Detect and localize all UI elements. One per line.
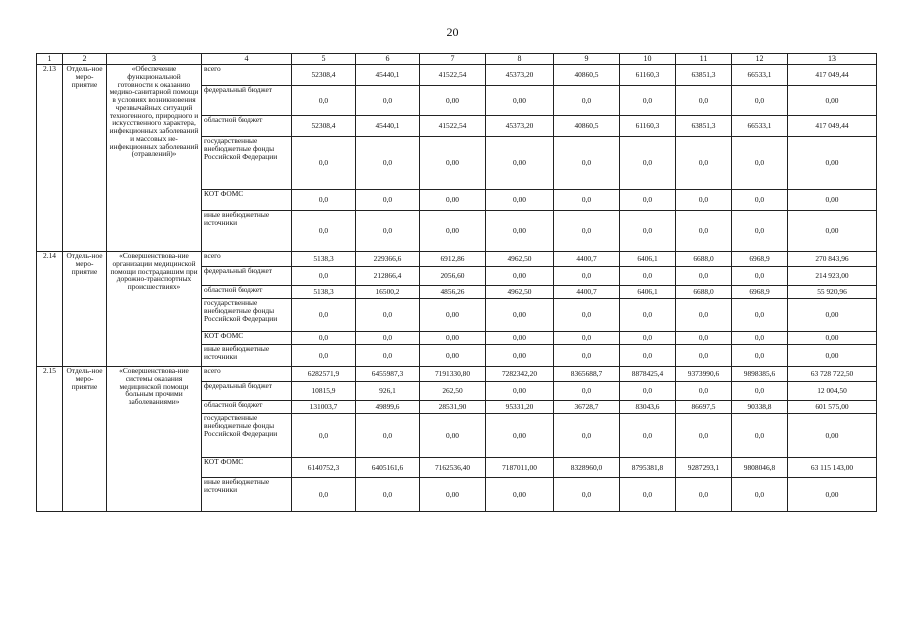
value-cell: 0,0 bbox=[732, 332, 788, 345]
value-cell: 0,00 bbox=[420, 86, 486, 116]
value-cell: 0,0 bbox=[676, 332, 732, 345]
value-cell: 0,0 bbox=[356, 86, 420, 116]
value-cell: 0,0 bbox=[620, 86, 676, 116]
section-name: «Совершенствова-ние системы оказания медицинской помощи больным прочими заболеваниями» bbox=[107, 367, 202, 512]
value-cell: 6405161,6 bbox=[356, 458, 420, 478]
value-cell: 0,00 bbox=[420, 478, 486, 512]
value-cell: 0,00 bbox=[486, 332, 554, 345]
header-cell: 6 bbox=[356, 54, 420, 65]
value-cell: 0,0 bbox=[292, 299, 356, 332]
funding-source: государственные внебюджетные фонды Российской Федерации bbox=[202, 137, 292, 190]
value-cell: 66533,1 bbox=[732, 116, 788, 137]
value-cell: 0,00 bbox=[486, 211, 554, 252]
value-cell: 0,0 bbox=[732, 478, 788, 512]
value-cell: 0,0 bbox=[554, 190, 620, 211]
value-cell: 0,0 bbox=[732, 414, 788, 458]
value-cell: 6282571,9 bbox=[292, 367, 356, 382]
value-cell: 0,0 bbox=[554, 211, 620, 252]
value-cell: 0,0 bbox=[676, 190, 732, 211]
table-row bbox=[37, 367, 877, 382]
value-cell: 0,00 bbox=[486, 414, 554, 458]
section-kind: Отдель-ное меро-приятие bbox=[63, 367, 107, 512]
value-cell: 262,50 bbox=[420, 382, 486, 401]
value-cell: 45440,1 bbox=[356, 65, 420, 86]
header-cell: 12 bbox=[732, 54, 788, 65]
value-cell: 9808046,8 bbox=[732, 458, 788, 478]
value-cell: 52308,4 bbox=[292, 116, 356, 137]
value-cell: 0,00 bbox=[486, 299, 554, 332]
funding-source: КОТ ФОМС bbox=[202, 458, 292, 478]
value-cell: 8795381,8 bbox=[620, 458, 676, 478]
section-index: 2.14 bbox=[37, 252, 63, 367]
value-cell: 417 049,44 bbox=[788, 65, 877, 86]
value-cell: 0,0 bbox=[732, 299, 788, 332]
value-cell: 12 004,50 bbox=[788, 382, 877, 401]
value-cell: 417 049,44 bbox=[788, 116, 877, 137]
value-cell: 0,00 bbox=[420, 211, 486, 252]
value-cell: 0,0 bbox=[554, 267, 620, 286]
value-cell: 0,00 bbox=[486, 345, 554, 367]
header-cell: 5 bbox=[292, 54, 356, 65]
value-cell: 0,00 bbox=[420, 299, 486, 332]
value-cell: 4962,50 bbox=[486, 252, 554, 267]
value-cell: 0,0 bbox=[292, 345, 356, 367]
budget-table bbox=[36, 53, 877, 512]
value-cell: 0,0 bbox=[676, 299, 732, 332]
value-cell: 86697,5 bbox=[676, 401, 732, 414]
value-cell: 212866,4 bbox=[356, 267, 420, 286]
funding-source: КОТ ФОМС bbox=[202, 332, 292, 345]
value-cell: 0,00 bbox=[420, 414, 486, 458]
value-cell: 0,00 bbox=[486, 478, 554, 512]
section-name: «Совершенствова-ние организации медицинской помощи пострадавшим при дорожно-транспортных происшествиях» bbox=[107, 252, 202, 367]
value-cell: 0,0 bbox=[732, 190, 788, 211]
header-cell: 10 bbox=[620, 54, 676, 65]
value-cell: 4856,26 bbox=[420, 286, 486, 299]
value-cell: 0,0 bbox=[356, 478, 420, 512]
value-cell: 0,0 bbox=[292, 478, 356, 512]
value-cell: 2056,60 bbox=[420, 267, 486, 286]
value-cell: 9373990,6 bbox=[676, 367, 732, 382]
section-kind: Отдель-ное меро-приятие bbox=[63, 65, 107, 252]
value-cell: 9287293,1 bbox=[676, 458, 732, 478]
value-cell: 16500,2 bbox=[356, 286, 420, 299]
value-cell: 6140752,3 bbox=[292, 458, 356, 478]
funding-source: иные внебюджетные источники bbox=[202, 478, 292, 512]
value-cell: 0,0 bbox=[620, 382, 676, 401]
value-cell: 8878425,4 bbox=[620, 367, 676, 382]
value-cell: 131003,7 bbox=[292, 401, 356, 414]
value-cell: 0,0 bbox=[292, 332, 356, 345]
value-cell: 0,0 bbox=[676, 267, 732, 286]
value-cell: 0,0 bbox=[554, 345, 620, 367]
value-cell: 8365688,7 bbox=[554, 367, 620, 382]
header-cell: 7 bbox=[420, 54, 486, 65]
value-cell: 270 843,96 bbox=[788, 252, 877, 267]
value-cell: 0,0 bbox=[356, 299, 420, 332]
value-cell: 0,0 bbox=[732, 86, 788, 116]
value-cell: 0,00 bbox=[788, 414, 877, 458]
value-cell: 0,0 bbox=[292, 414, 356, 458]
header-cell: 4 bbox=[202, 54, 292, 65]
value-cell: 61160,3 bbox=[620, 65, 676, 86]
value-cell: 45440,1 bbox=[356, 116, 420, 137]
value-cell: 0,00 bbox=[788, 478, 877, 512]
value-cell: 0,0 bbox=[676, 414, 732, 458]
value-cell: 83043,6 bbox=[620, 401, 676, 414]
funding-source: областной бюджет bbox=[202, 286, 292, 299]
value-cell: 229366,6 bbox=[356, 252, 420, 267]
value-cell: 0,00 bbox=[788, 190, 877, 211]
header-cell: 3 bbox=[107, 54, 202, 65]
value-cell: 41522,54 bbox=[420, 65, 486, 86]
value-cell: 0,0 bbox=[732, 137, 788, 190]
value-cell: 7191330,80 bbox=[420, 367, 486, 382]
value-cell: 0,0 bbox=[676, 211, 732, 252]
value-cell: 5138,3 bbox=[292, 252, 356, 267]
value-cell: 45373,20 bbox=[486, 116, 554, 137]
value-cell: 61160,3 bbox=[620, 116, 676, 137]
value-cell: 7282342,20 bbox=[486, 367, 554, 382]
value-cell: 0,0 bbox=[292, 86, 356, 116]
value-cell: 10815,9 bbox=[292, 382, 356, 401]
value-cell: 4400,7 bbox=[554, 252, 620, 267]
page-number: 20 bbox=[446, 25, 459, 39]
value-cell: 0,0 bbox=[732, 382, 788, 401]
value-cell: 40860,5 bbox=[554, 116, 620, 137]
funding-source: федеральный бюджет bbox=[202, 86, 292, 116]
value-cell: 40860,5 bbox=[554, 65, 620, 86]
table-body bbox=[37, 54, 877, 512]
section-index: 2.13 bbox=[37, 65, 63, 252]
value-cell: 7162536,40 bbox=[420, 458, 486, 478]
value-cell: 0,0 bbox=[554, 86, 620, 116]
value-cell: 0,00 bbox=[788, 345, 877, 367]
value-cell: 6455987,3 bbox=[356, 367, 420, 382]
value-cell: 0,0 bbox=[356, 345, 420, 367]
section-index: 2.15 bbox=[37, 367, 63, 512]
value-cell: 49899,6 bbox=[356, 401, 420, 414]
funding-source: государственные внебюджетные фонды Российской Федерации bbox=[202, 414, 292, 458]
value-cell: 66533,1 bbox=[732, 65, 788, 86]
value-cell: 41522,54 bbox=[420, 116, 486, 137]
value-cell: 0,0 bbox=[732, 345, 788, 367]
funding-source: иные внебюджетные источники bbox=[202, 345, 292, 367]
value-cell: 0,0 bbox=[554, 478, 620, 512]
value-cell: 0,0 bbox=[620, 332, 676, 345]
value-cell: 28531,90 bbox=[420, 401, 486, 414]
value-cell: 0,0 bbox=[620, 414, 676, 458]
value-cell: 0,0 bbox=[732, 267, 788, 286]
value-cell: 0,0 bbox=[620, 190, 676, 211]
value-cell: 0,00 bbox=[486, 190, 554, 211]
header-cell: 1 bbox=[37, 54, 63, 65]
funding-source: областной бюджет bbox=[202, 401, 292, 414]
value-cell: 601 575,00 bbox=[788, 401, 877, 414]
value-cell: 0,00 bbox=[420, 345, 486, 367]
value-cell: 0,0 bbox=[356, 332, 420, 345]
value-cell: 0,00 bbox=[788, 332, 877, 345]
value-cell: 7187011,00 bbox=[486, 458, 554, 478]
value-cell: 0,0 bbox=[676, 382, 732, 401]
value-cell: 63851,3 bbox=[676, 116, 732, 137]
value-cell: 90338,8 bbox=[732, 401, 788, 414]
value-cell: 0,0 bbox=[292, 267, 356, 286]
value-cell: 0,0 bbox=[356, 190, 420, 211]
funding-source: КОТ ФОМС bbox=[202, 190, 292, 211]
value-cell: 0,00 bbox=[486, 382, 554, 401]
value-cell: 0,00 bbox=[486, 86, 554, 116]
value-cell: 4400,7 bbox=[554, 286, 620, 299]
funding-source: федеральный бюджет bbox=[202, 382, 292, 401]
value-cell: 0,0 bbox=[676, 478, 732, 512]
value-cell: 4962,50 bbox=[486, 286, 554, 299]
section-name: «Обеспечение функциональной готовности к оказанию медико-санитарной помощи в условиях возникновения чрезвычайных ситуаций техногенного, природного и искусственного характера, инфекционных заболеваний и массовых не-инфекционных заболеваний (отравлений)» bbox=[107, 65, 202, 252]
value-cell: 6688,0 bbox=[676, 252, 732, 267]
value-cell: 0,0 bbox=[676, 86, 732, 116]
funding-source: иные внебюджетные источники bbox=[202, 211, 292, 252]
value-cell: 0,00 bbox=[486, 267, 554, 286]
value-cell: 0,0 bbox=[676, 345, 732, 367]
funding-source: областной бюджет bbox=[202, 116, 292, 137]
value-cell: 0,0 bbox=[292, 211, 356, 252]
value-cell: 214 923,00 bbox=[788, 267, 877, 286]
value-cell: 0,0 bbox=[554, 299, 620, 332]
section-kind: Отдель-ное меро-приятие bbox=[63, 252, 107, 367]
value-cell: 6688,0 bbox=[676, 286, 732, 299]
value-cell: 0,0 bbox=[356, 137, 420, 190]
value-cell: 55 920,96 bbox=[788, 286, 877, 299]
value-cell: 0,0 bbox=[554, 332, 620, 345]
value-cell: 6912,86 bbox=[420, 252, 486, 267]
value-cell: 0,0 bbox=[554, 414, 620, 458]
value-cell: 0,00 bbox=[788, 211, 877, 252]
value-cell: 0,0 bbox=[676, 137, 732, 190]
funding-source: государственные внебюджетные фонды Российской Федерации bbox=[202, 299, 292, 332]
value-cell: 5138,3 bbox=[292, 286, 356, 299]
value-cell: 0,00 bbox=[420, 137, 486, 190]
value-cell: 0,0 bbox=[554, 382, 620, 401]
value-cell: 0,0 bbox=[620, 267, 676, 286]
value-cell: 63 115 143,00 bbox=[788, 458, 877, 478]
value-cell: 0,0 bbox=[620, 137, 676, 190]
value-cell: 45373,20 bbox=[486, 65, 554, 86]
table-row bbox=[37, 252, 877, 267]
header-cell: 2 bbox=[63, 54, 107, 65]
value-cell: 9898385,6 bbox=[732, 367, 788, 382]
value-cell: 0,00 bbox=[420, 332, 486, 345]
value-cell: 6968,9 bbox=[732, 286, 788, 299]
value-cell: 0,00 bbox=[788, 86, 877, 116]
value-cell: 0,00 bbox=[788, 137, 877, 190]
value-cell: 0,0 bbox=[620, 345, 676, 367]
value-cell: 8328960,0 bbox=[554, 458, 620, 478]
value-cell: 0,0 bbox=[292, 190, 356, 211]
funding-source: всего bbox=[202, 65, 292, 86]
header-row bbox=[37, 54, 877, 65]
header-cell: 13 bbox=[788, 54, 877, 65]
value-cell: 36728,7 bbox=[554, 401, 620, 414]
funding-source: федеральный бюджет bbox=[202, 267, 292, 286]
value-cell: 0,00 bbox=[420, 190, 486, 211]
table-row bbox=[37, 65, 877, 86]
value-cell: 0,0 bbox=[356, 211, 420, 252]
value-cell: 0,0 bbox=[356, 414, 420, 458]
value-cell: 0,0 bbox=[292, 137, 356, 190]
value-cell: 0,0 bbox=[620, 299, 676, 332]
header-cell: 9 bbox=[554, 54, 620, 65]
value-cell: 6968,9 bbox=[732, 252, 788, 267]
value-cell: 0,0 bbox=[620, 478, 676, 512]
value-cell: 52308,4 bbox=[292, 65, 356, 86]
value-cell: 63851,3 bbox=[676, 65, 732, 86]
funding-source: всего bbox=[202, 367, 292, 382]
header-cell: 11 bbox=[676, 54, 732, 65]
value-cell: 6406,1 bbox=[620, 286, 676, 299]
value-cell: 6406,1 bbox=[620, 252, 676, 267]
value-cell: 95331,20 bbox=[486, 401, 554, 414]
header-cell: 8 bbox=[486, 54, 554, 65]
value-cell: 63 728 722,50 bbox=[788, 367, 877, 382]
value-cell: 926,1 bbox=[356, 382, 420, 401]
value-cell: 0,00 bbox=[788, 299, 877, 332]
value-cell: 0,00 bbox=[486, 137, 554, 190]
value-cell: 0,0 bbox=[620, 211, 676, 252]
value-cell: 0,0 bbox=[732, 211, 788, 252]
value-cell: 0,0 bbox=[554, 137, 620, 190]
funding-source: всего bbox=[202, 252, 292, 267]
